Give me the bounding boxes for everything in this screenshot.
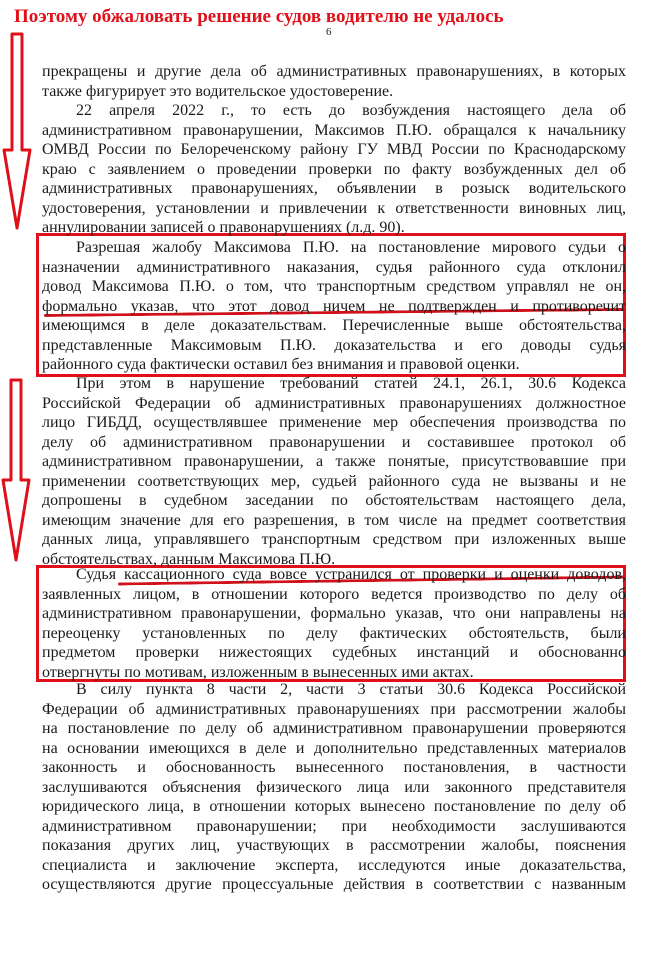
text-line: показания других лиц, участвующих в рассмотрении жалобы, пояснения (42, 837, 626, 854)
text-line: довод Максимова П.Ю. о том, что транспортным средством управлял не он, (42, 278, 626, 295)
text-line: специалиста и заключение эксперта, исследуются иные доказательства, (42, 856, 626, 874)
text-line: обстоятельствах, данным Максимова П.Ю. (42, 550, 336, 568)
text-line: аннулировании записей о правонарушениях (л.д. 90). (42, 219, 405, 236)
headline-annotation: Поэтому обжаловать решение судов водителю не удалось (14, 6, 504, 27)
text-line: также фигурирует это водительское удостоверение. (42, 82, 394, 100)
text-line: Федерации об административных правонарушениях при рассмотрении жалобы (42, 700, 626, 718)
text-line: на основании имеющихся в деле и дополнительно представленных материалов (42, 739, 626, 757)
text-line: делу об административном правонарушении и составившее протокол об (42, 433, 626, 451)
paragraph-6 (42, 680, 626, 895)
text-line: переоценку установленных по делу фактических обстоятельств, были (42, 624, 626, 642)
text-line: Российской Федерации об административных правонарушениях должностное (42, 394, 626, 412)
paragraph-5-highlighted (42, 565, 626, 682)
text-line: Разрешая жалобу Максимова П.Ю. на постановление мирового судьи о (76, 239, 626, 256)
text-line: В силу пункта 8 части 2, части 3 статьи 30.6 Кодекса Российской (76, 681, 626, 698)
text-line: осуществляются другие процессуальные действия в соответствии с названным (42, 876, 626, 893)
paragraph-1 (42, 62, 626, 101)
text-line: заслушиваются объяснения физического лица или законного представителя (42, 778, 626, 796)
text-line: данных лица, управлявшего транспортным средством при изложенных выше (42, 531, 626, 548)
text-line: на постановление по делу об административном правонарушении проверяются (42, 720, 626, 737)
paragraph-2 (42, 101, 626, 238)
text-line: заявленных лицом, в отношении которого ведется производство по делу об (42, 585, 626, 603)
text-line: При этом в нарушение требований статей 24.1, 26.1, 30.6 Кодекса (76, 375, 626, 392)
text-line: административном правонарушении, Максимов П.Ю. обращался к начальнику (42, 121, 626, 139)
text-line: административном правонарушении; при необходимости заслушиваются (42, 817, 626, 835)
text-line: краю с заявлением о проведении проверки по факту возбужденных дел об (42, 160, 626, 178)
text-line: административном правонарушении, формально указав, что они направлены на (42, 605, 626, 622)
text-line: Судья кассационного суда вовсе устранился от проверки и оценки доводов, (76, 566, 626, 583)
text-line: 22 апреля 2022 г., то есть до возбуждения настоящего дела об (76, 102, 626, 119)
text-line: юридического лица, в отношении которых вынесено постановление по делу об (42, 798, 626, 815)
text-line: удостоверения, установлении и привлечении к ответственности виновных лиц, (42, 199, 626, 217)
text-line: формально указав, что этот довод ничем не подтвержден и противоречит (42, 297, 626, 315)
text-line: применении соответствующих мер, судьей районного суда не вызваны и не (42, 472, 626, 490)
text-line: назначении административного наказания, судья районного суда отклонил (42, 258, 626, 276)
text-line: предметом проверки нижестоящих судебных инстанций и обоснованно (42, 644, 626, 661)
text-line: административном правонарушении, а также понятые, присутствовавшие при (42, 453, 626, 470)
text-line: законность и обоснованность вынесенного постановления, в частности (42, 759, 626, 776)
text-line: районного суда фактически оставил без внимания и правовой оценки. (42, 356, 520, 373)
paragraph-4 (42, 374, 626, 569)
text-line: имеющимся в деле доказательствам. Перечисленные выше обстоятельства, (42, 317, 626, 334)
text-line: имеющим значение для его разрешения, в том числе на предмет соответствия (42, 511, 626, 529)
page-number: 6 (326, 26, 332, 38)
paragraph-3-highlighted (42, 238, 626, 375)
text-line: лицо ГИБДД, осуществлявшее применение мер обеспечения производства по (42, 414, 626, 431)
text-line: ОМВД России по Белореченскому району ГУ МВД России по Краснодарскому (42, 141, 626, 158)
text-line: представленные Максимовым П.Ю. доказательства и его доводы судья (42, 336, 626, 354)
text-line: отвергнуты по мотивам, изложенным в вынесенных ими актах. (42, 663, 474, 681)
text-line: прекращены и другие дела об административных правонарушениях, в которых (42, 63, 626, 80)
text-line: допрошены в судебном заседании по обстоятельствам настоящего дела, (42, 492, 626, 509)
text-line: административных правонарушениях, объявлении в розыск водительского (42, 180, 626, 197)
